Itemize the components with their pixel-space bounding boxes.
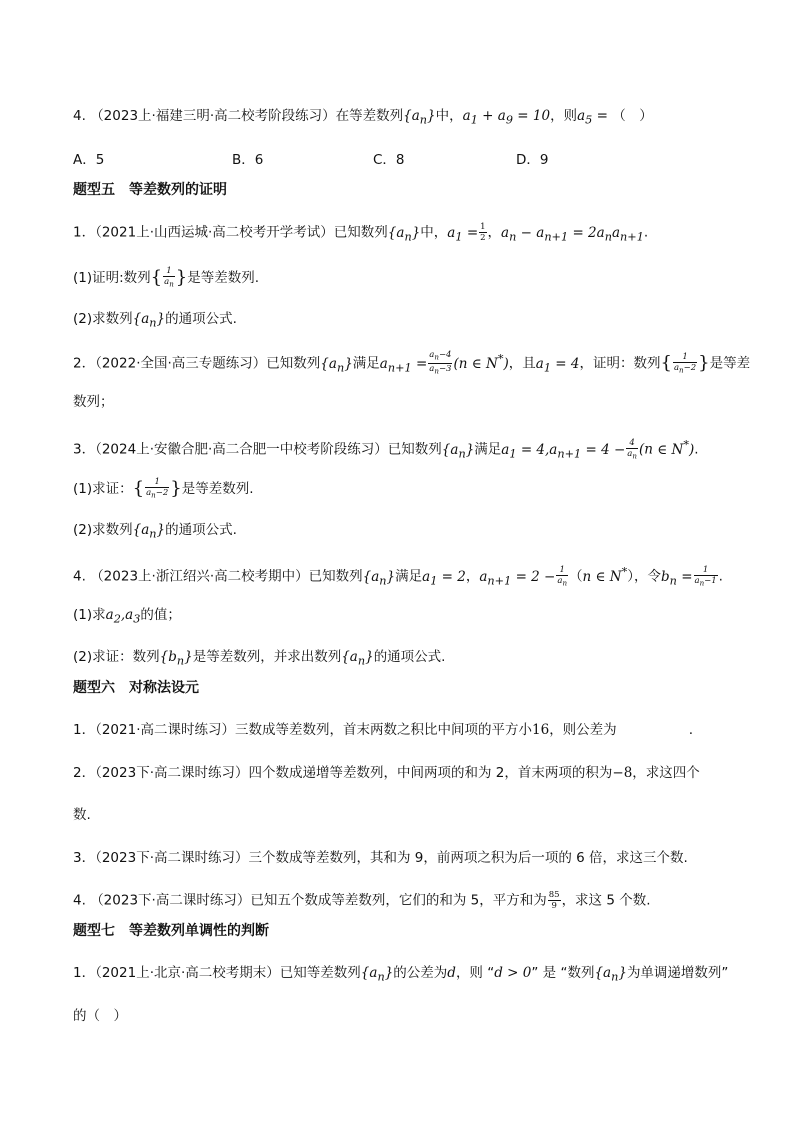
s6-question-1: 1．（2021·高二课时练习）三数成等差数列，首末两数之积比中间项的平方小16，则公差为 . (73, 722, 693, 738)
question-4-prev-section: 4. （2023上·福建三明·高二校考阶段练习）在等差数列$\{a_n\}$中，$a_1 + a_9 = 10$，则$a_5$ = （ ） (73, 108, 653, 127)
s5-question-4: 4. （2023上·浙江绍兴·高二校考期中）已知数列$\{a_n\}$满足$a_1 = 2$，$a_{n+1} = 2$ − $\frac{1}{a_n}$ （n ∈ N*），令$b_n$ = $\frac{1}{a_n-1}$ . (73, 564, 723, 588)
s5-question-4-part-1: (1)求$a_2,a_3$的值； (73, 607, 181, 626)
s7-question-1: 1．（2021上·北京·高二校考期末）已知等差数列$\{a_n\}$的公差为d，则 “d > 0” 是 “数列$\{a_n\}$为单调递增数列” (73, 965, 729, 984)
s6-question-3: 3．（2023下·高二课时练习）三个数成等差数列，其和为 9，前两项之积为后一项的 6 倍，求这三个数. (73, 850, 688, 866)
s6-question-2-cont: 数. (73, 807, 91, 823)
s5-question-3-part-2: (2)求数列$\{a_n\}$的通项公式. (73, 522, 237, 541)
s5-question-4-part-2: (2)求证：数列$\{b_n\}$是等差数列，并求出数列$\{a_n\}$的通项公式. (73, 649, 446, 668)
s7-question-1-cont: 的（ ） (73, 1008, 127, 1024)
math-seq-an: $\{a_n\}$ (403, 108, 436, 127)
section-heading-5: 题型五 等差数列的证明 (73, 182, 227, 198)
s5-question-3: 3．（2024上·安徽合肥·高二合肥一中校考阶段练习）已知数列$\{a_n\}$满足$a_1 = 4,a_{n+1} = 4$ − $\frac{4}{a_n}$ (n ∈ N*). (73, 437, 699, 461)
choice-c: C．8 (373, 152, 405, 168)
s6-question-2: 2．（2023下·高二课时练习）四个数成递增等差数列，中间两项的和为 2，首末两项的积为−8，求这四个 (73, 765, 700, 781)
section-heading-6: 题型六 对称法设元 (73, 680, 199, 696)
choice-d: D．9 (516, 152, 549, 168)
s5-question-2-cont: 数列； (73, 394, 114, 410)
section-heading-7: 题型七 等差数列单调性的判断 (73, 923, 269, 939)
s5-question-2: 2．（2022·全国·高三专题练习）已知数列$\{a_n\}$满足$a_{n+1}$ = $\frac{a_n-4}{a_n-3}$ (n ∈ N*)，且$a_1 = 4$，证明：数列{ $\frac{1}{a_n-2}$ }是等差 (73, 350, 751, 376)
s5-question-1: 1．（2021上·山西运城·高二校考开学考试）已知数列$\{a_n\}$中，$a_1$ = $\frac{1}{2}$ ，$a_n - a_{n+1} = 2a_na_{n+1}$. (73, 222, 649, 244)
s5-question-1-part-2: (2)求数列$\{a_n\}$的通项公式. (73, 311, 237, 330)
math-equation: $a_1 + a_9 = 10$ (462, 108, 551, 127)
math-a5: $a_5$ = (577, 108, 608, 127)
s6-question-4: 4. （2023下·高二课时练习）已知五个数成等差数列，它们的和为 5，平方和为 $\frac{85}{9}$ ，求这 5 个数. (73, 890, 651, 911)
choice-a: A．5 (73, 152, 105, 168)
choice-b: B．6 (232, 152, 264, 168)
s5-question-1-part-1: (1)证明:数列{ $\frac{1}{a_n}$ }是等差数列. (73, 266, 260, 289)
s5-question-3-part-1: (1)求证：{ $\frac{1}{a_n-2}$ }是等差数列. (73, 477, 254, 500)
